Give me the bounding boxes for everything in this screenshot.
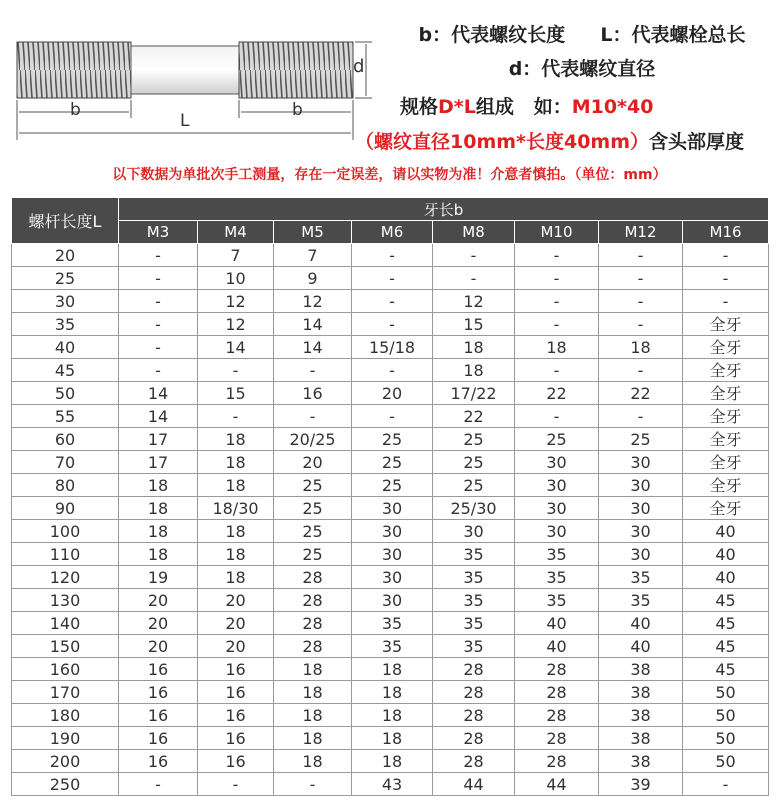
bolt-length-cell: 90 — [12, 497, 119, 520]
thread-length-cell: - — [515, 313, 599, 336]
thread-length-cell: 45 — [683, 589, 769, 612]
thread-length-cell: - — [352, 313, 433, 336]
table-row — [12, 750, 769, 773]
thread-length-cell: 35 — [433, 566, 515, 589]
thread-length-cell: 50 — [683, 681, 769, 704]
thread-length-cell: 全牙 — [683, 359, 769, 382]
thread-length-cell: 28 — [515, 750, 599, 773]
thread-length-cell: - — [198, 359, 274, 382]
thread-length-cell: - — [515, 359, 599, 382]
thread-length-cell: 28 — [433, 750, 515, 773]
thread-length-cell: 17/22 — [433, 382, 515, 405]
thread-length-cell: 7 — [274, 244, 352, 267]
thread-length-cell: 45 — [683, 635, 769, 658]
spec-middle: 组成 如： — [475, 96, 572, 118]
legend-d: d：代表螺纹直径 — [508, 58, 656, 80]
thread-length-cell: 全牙 — [683, 405, 769, 428]
thread-length-cell: 28 — [274, 635, 352, 658]
bolt-length-cell: 170 — [12, 681, 119, 704]
thread-length-cell: 18 — [274, 658, 352, 681]
thread-length-cell: - — [683, 773, 769, 796]
legend-row-2 — [385, 54, 779, 81]
diagram-label-L: L — [180, 111, 190, 131]
table-row — [12, 681, 769, 704]
thread-length-cell: 18 — [352, 681, 433, 704]
thread-length-cell: 全牙 — [683, 451, 769, 474]
column-header: M4 — [198, 221, 274, 244]
spec-line-2 — [355, 127, 744, 154]
bolt-length-cell: 70 — [12, 451, 119, 474]
thread-length-cell: - — [352, 244, 433, 267]
thread-length-cell: 28 — [515, 658, 599, 681]
header-thread-length: 牙长b — [119, 198, 769, 221]
thread-length-cell: - — [119, 244, 198, 267]
thread-length-cell: 20 — [198, 612, 274, 635]
thread-length-cell: 全牙 — [683, 313, 769, 336]
table-row — [12, 313, 769, 336]
thread-length-cell: 30 — [352, 520, 433, 543]
thread-length-cell: 25 — [599, 428, 683, 451]
thread-length-cell: 39 — [599, 773, 683, 796]
thread-length-cell: 35 — [515, 566, 599, 589]
size-header-row — [12, 221, 769, 244]
thread-length-cell: 18 — [274, 704, 352, 727]
thread-length-cell: 18 — [352, 750, 433, 773]
spec-prefix: 规格 — [400, 96, 439, 118]
spec-line2-black: 含头部厚度 — [649, 131, 745, 153]
thread-length-cell: 35 — [433, 612, 515, 635]
thread-length-cell: 35 — [352, 635, 433, 658]
thread-length-cell: 10 — [198, 267, 274, 290]
thread-length-cell: 50 — [683, 727, 769, 750]
thread-length-cell: 14 — [274, 313, 352, 336]
table-row — [12, 704, 769, 727]
thread-length-cell: 9 — [274, 267, 352, 290]
thread-length-cell: 16 — [119, 704, 198, 727]
table-row — [12, 635, 769, 658]
thread-length-cell: 18 — [198, 474, 274, 497]
spec-line2-red: （螺纹直径10mm*长度40mm） — [355, 131, 650, 153]
thread-length-cell: 38 — [599, 750, 683, 773]
thread-length-cell: 18 — [352, 727, 433, 750]
thread-length-cell: 18 — [433, 336, 515, 359]
thread-length-cell: 25 — [352, 428, 433, 451]
bolt-length-cell: 110 — [12, 543, 119, 566]
thread-length-cell: 50 — [683, 750, 769, 773]
thread-length-cell: 30 — [515, 474, 599, 497]
thread-length-cell: 28 — [433, 704, 515, 727]
thread-length-cell: 35 — [515, 543, 599, 566]
thread-length-cell: - — [119, 336, 198, 359]
thread-length-cell: 18 — [119, 543, 198, 566]
column-header: M12 — [599, 221, 683, 244]
thread-length-cell: - — [352, 359, 433, 382]
thread-length-cell: 25 — [352, 451, 433, 474]
thread-length-cell: 18 — [198, 428, 274, 451]
thread-length-cell: - — [274, 405, 352, 428]
thread-length-cell: 14 — [274, 336, 352, 359]
thread-length-cell: 35 — [352, 612, 433, 635]
bolt-length-cell: 30 — [12, 290, 119, 313]
thread-length-cell: 25 — [274, 543, 352, 566]
thread-length-cell: - — [683, 267, 769, 290]
thread-length-cell: 40 — [599, 612, 683, 635]
thread-length-cell: - — [119, 773, 198, 796]
table-row — [12, 359, 769, 382]
stud-bolt-diagram — [0, 0, 380, 160]
thread-length-cell: 12 — [274, 290, 352, 313]
thread-length-cell: 30 — [599, 474, 683, 497]
table-row — [12, 382, 769, 405]
thread-length-cell: 18 — [433, 359, 515, 382]
thread-length-cell: 28 — [433, 727, 515, 750]
bolt-length-cell: 80 — [12, 474, 119, 497]
legend-b: b：代表螺纹长度 — [418, 24, 566, 46]
table-row — [12, 727, 769, 750]
thread-length-cell: 16 — [198, 658, 274, 681]
thread-length-cell: 全牙 — [683, 474, 769, 497]
thread-length-cell: 18 — [599, 336, 683, 359]
thread-length-cell: - — [119, 313, 198, 336]
thread-length-cell: - — [352, 405, 433, 428]
thread-length-cell: 12 — [198, 313, 274, 336]
table-row — [12, 428, 769, 451]
thread-length-cell: - — [198, 773, 274, 796]
bolt-length-cell: 150 — [12, 635, 119, 658]
bolt-length-cell: 160 — [12, 658, 119, 681]
column-header: M10 — [515, 221, 599, 244]
thread-length-cell: 40 — [515, 635, 599, 658]
thread-length-cell: 25 — [274, 474, 352, 497]
thread-length-cell: 16 — [274, 382, 352, 405]
thread-length-cell: 20 — [198, 589, 274, 612]
column-header: M16 — [683, 221, 769, 244]
table-row — [12, 244, 769, 267]
thread-length-cell: 30 — [599, 497, 683, 520]
bolt-length-cell: 45 — [12, 359, 119, 382]
column-header: M5 — [274, 221, 352, 244]
thread-length-cell: 15 — [198, 382, 274, 405]
thread-length-cell: 15 — [433, 313, 515, 336]
table-row — [12, 566, 769, 589]
thread-length-cell: 40 — [683, 520, 769, 543]
thread-length-cell: 38 — [599, 727, 683, 750]
thread-length-cell: 18 — [119, 520, 198, 543]
thread-length-cell: 18 — [352, 704, 433, 727]
thread-length-cell: 25 — [352, 474, 433, 497]
thread-length-cell: 16 — [119, 658, 198, 681]
thread-length-cell: 25 — [515, 428, 599, 451]
thread-length-cell: - — [599, 313, 683, 336]
bolt-length-cell: 190 — [12, 727, 119, 750]
thread-length-cell: 20/25 — [274, 428, 352, 451]
thread-length-cell: - — [274, 359, 352, 382]
thread-length-cell: 18 — [198, 566, 274, 589]
thread-length-cell: 18 — [198, 543, 274, 566]
thread-length-cell: 25 — [274, 497, 352, 520]
thread-length-cell: 全牙 — [683, 336, 769, 359]
thread-length-cell: 20 — [119, 589, 198, 612]
bolt-length-cell: 55 — [12, 405, 119, 428]
thread-length-cell: 30 — [515, 451, 599, 474]
thread-length-cell: 25 — [433, 474, 515, 497]
thread-length-cell: - — [515, 290, 599, 313]
thread-length-cell: 20 — [274, 451, 352, 474]
thread-length-cell: 28 — [274, 566, 352, 589]
legend-row-1 — [385, 20, 779, 47]
thread-length-cell: - — [352, 290, 433, 313]
diagram-label-b-left: b — [70, 100, 81, 120]
thread-length-cell: - — [599, 244, 683, 267]
thread-length-cell: 28 — [274, 612, 352, 635]
thread-length-cell: 16 — [198, 681, 274, 704]
thread-length-cell: 20 — [119, 635, 198, 658]
bolt-length-cell: 140 — [12, 612, 119, 635]
thread-length-cell: - — [119, 267, 198, 290]
thread-length-cell: 35 — [433, 635, 515, 658]
thread-length-cell: 20 — [198, 635, 274, 658]
thread-length-cell: 40 — [515, 612, 599, 635]
thread-length-cell: 30 — [352, 543, 433, 566]
thread-length-cell: 30 — [599, 543, 683, 566]
table-body — [12, 244, 769, 796]
thread-length-cell: 30 — [515, 520, 599, 543]
thread-length-cell: 30 — [515, 497, 599, 520]
thread-length-cell: 12 — [198, 290, 274, 313]
thread-length-cell: 30 — [352, 589, 433, 612]
thread-length-cell: 18/30 — [198, 497, 274, 520]
thread-length-cell: 43 — [352, 773, 433, 796]
thread-length-cell: - — [198, 405, 274, 428]
bolt-length-cell: 250 — [12, 773, 119, 796]
thread-length-cell: 28 — [433, 681, 515, 704]
thread-length-cell: - — [599, 267, 683, 290]
table-row — [12, 612, 769, 635]
thread-length-cell: 20 — [352, 382, 433, 405]
thread-length-cell: 18 — [198, 451, 274, 474]
table-row — [12, 474, 769, 497]
bolt-length-cell: 60 — [12, 428, 119, 451]
thread-length-cell: 22 — [599, 382, 683, 405]
bolt-length-cell: 35 — [12, 313, 119, 336]
thread-length-cell: - — [433, 267, 515, 290]
thread-length-cell: 16 — [198, 727, 274, 750]
thread-length-cell: 全牙 — [683, 428, 769, 451]
thread-length-cell: - — [599, 405, 683, 428]
legend-L: L：代表螺栓总长 — [600, 24, 746, 46]
thread-length-cell: 25 — [433, 451, 515, 474]
thread-length-cell: - — [433, 244, 515, 267]
thread-length-cell: 25 — [274, 520, 352, 543]
thread-length-cell: 30 — [352, 566, 433, 589]
thread-length-cell: 全牙 — [683, 382, 769, 405]
thread-length-cell: - — [683, 244, 769, 267]
thread-length-cell: 18 — [198, 520, 274, 543]
thread-length-cell: 30 — [599, 520, 683, 543]
thread-length-cell: 18 — [274, 681, 352, 704]
bolt-length-cell: 180 — [12, 704, 119, 727]
table-row — [12, 451, 769, 474]
thread-length-cell: - — [599, 359, 683, 382]
table-row — [12, 290, 769, 313]
thread-length-cell: 35 — [433, 543, 515, 566]
thread-length-cell: - — [515, 405, 599, 428]
thread-length-cell: 45 — [683, 612, 769, 635]
thread-length-cell: 25 — [433, 428, 515, 451]
column-header: M8 — [433, 221, 515, 244]
table-row — [12, 773, 769, 796]
spec-formula: D*L — [438, 96, 476, 118]
thread-length-cell: 20 — [119, 612, 198, 635]
thread-length-cell: 7 — [198, 244, 274, 267]
thread-length-cell: 28 — [274, 589, 352, 612]
bolt-length-cell: 25 — [12, 267, 119, 290]
table-row — [12, 405, 769, 428]
bolt-length-cell: 200 — [12, 750, 119, 773]
spec-line-1 — [400, 92, 653, 119]
thread-length-cell: 17 — [119, 428, 198, 451]
thread-length-cell: - — [515, 244, 599, 267]
column-header: M6 — [352, 221, 433, 244]
thread-length-cell: 35 — [599, 589, 683, 612]
thread-length-cell: 14 — [119, 405, 198, 428]
thread-length-cell: 14 — [119, 382, 198, 405]
thread-length-cell: - — [274, 773, 352, 796]
column-header: M3 — [119, 221, 198, 244]
thread-length-cell: 50 — [683, 704, 769, 727]
thread-length-cell: 22 — [515, 382, 599, 405]
thread-length-cell: 28 — [515, 727, 599, 750]
thread-length-cell: 44 — [433, 773, 515, 796]
thread-length-cell: 38 — [599, 658, 683, 681]
thread-length-cell: 30 — [352, 497, 433, 520]
bolt-length-cell: 20 — [12, 244, 119, 267]
spec-example: M10*40 — [571, 96, 654, 118]
thread-length-cell: 18 — [274, 727, 352, 750]
thread-length-cell: 18 — [515, 336, 599, 359]
thread-length-cell: 12 — [433, 290, 515, 313]
thread-length-cell: 35 — [599, 566, 683, 589]
diagram-label-b-right: b — [292, 100, 303, 120]
thread-length-cell: 19 — [119, 566, 198, 589]
bolt-length-cell: 50 — [12, 382, 119, 405]
thread-length-cell: - — [515, 267, 599, 290]
thread-length-cell: 45 — [683, 658, 769, 681]
left-thread — [17, 42, 131, 98]
thread-length-cell: - — [352, 267, 433, 290]
diagram-label-d: d — [353, 56, 365, 77]
thread-length-table — [11, 197, 769, 796]
thread-length-cell: 16 — [119, 750, 198, 773]
shank — [131, 46, 239, 94]
thread-length-cell: - — [683, 290, 769, 313]
right-thread — [239, 42, 353, 98]
thread-length-cell: 16 — [119, 681, 198, 704]
thread-length-cell: 28 — [433, 658, 515, 681]
table-row — [12, 589, 769, 612]
thread-length-cell: 40 — [683, 566, 769, 589]
thread-length-cell: 40 — [599, 635, 683, 658]
thread-length-cell: 28 — [515, 704, 599, 727]
thread-length-cell: - — [119, 359, 198, 382]
table-row — [12, 520, 769, 543]
thread-length-cell: 30 — [433, 520, 515, 543]
thread-length-cell: 16 — [198, 750, 274, 773]
thread-length-cell: 18 — [352, 658, 433, 681]
thread-length-cell: 22 — [433, 405, 515, 428]
thread-length-cell: 44 — [515, 773, 599, 796]
thread-length-cell: 14 — [198, 336, 274, 359]
thread-length-cell: 40 — [683, 543, 769, 566]
thread-length-cell: 全牙 — [683, 497, 769, 520]
thread-length-cell: 16 — [198, 704, 274, 727]
table-row — [12, 336, 769, 359]
table-row — [12, 658, 769, 681]
thread-length-cell: 38 — [599, 681, 683, 704]
thread-length-cell: - — [599, 290, 683, 313]
thread-length-cell: 15/18 — [352, 336, 433, 359]
bolt-length-cell: 40 — [12, 336, 119, 359]
thread-length-cell: 28 — [515, 681, 599, 704]
header-bolt-length: 螺杆长度L — [12, 198, 119, 244]
bolt-length-cell: 120 — [12, 566, 119, 589]
table-row — [12, 543, 769, 566]
table-row — [12, 497, 769, 520]
bolt-length-cell: 100 — [12, 520, 119, 543]
thread-length-cell: 18 — [119, 474, 198, 497]
thread-length-cell: 16 — [119, 727, 198, 750]
thread-length-cell: 35 — [515, 589, 599, 612]
thread-length-cell: 30 — [599, 451, 683, 474]
thread-length-cell: 18 — [119, 497, 198, 520]
table-row — [12, 267, 769, 290]
thread-length-cell: 35 — [433, 589, 515, 612]
thread-length-cell: 38 — [599, 704, 683, 727]
bolt-length-cell: 130 — [12, 589, 119, 612]
measurement-notice: 以下数据为单批次手工测量，存在一定误差，请以实物为准！介意者慎拍。（单位：mm） — [112, 167, 667, 183]
thread-length-cell: 17 — [119, 451, 198, 474]
thread-length-cell: - — [119, 290, 198, 313]
thread-length-cell: 18 — [274, 750, 352, 773]
thread-length-cell: 25/30 — [433, 497, 515, 520]
